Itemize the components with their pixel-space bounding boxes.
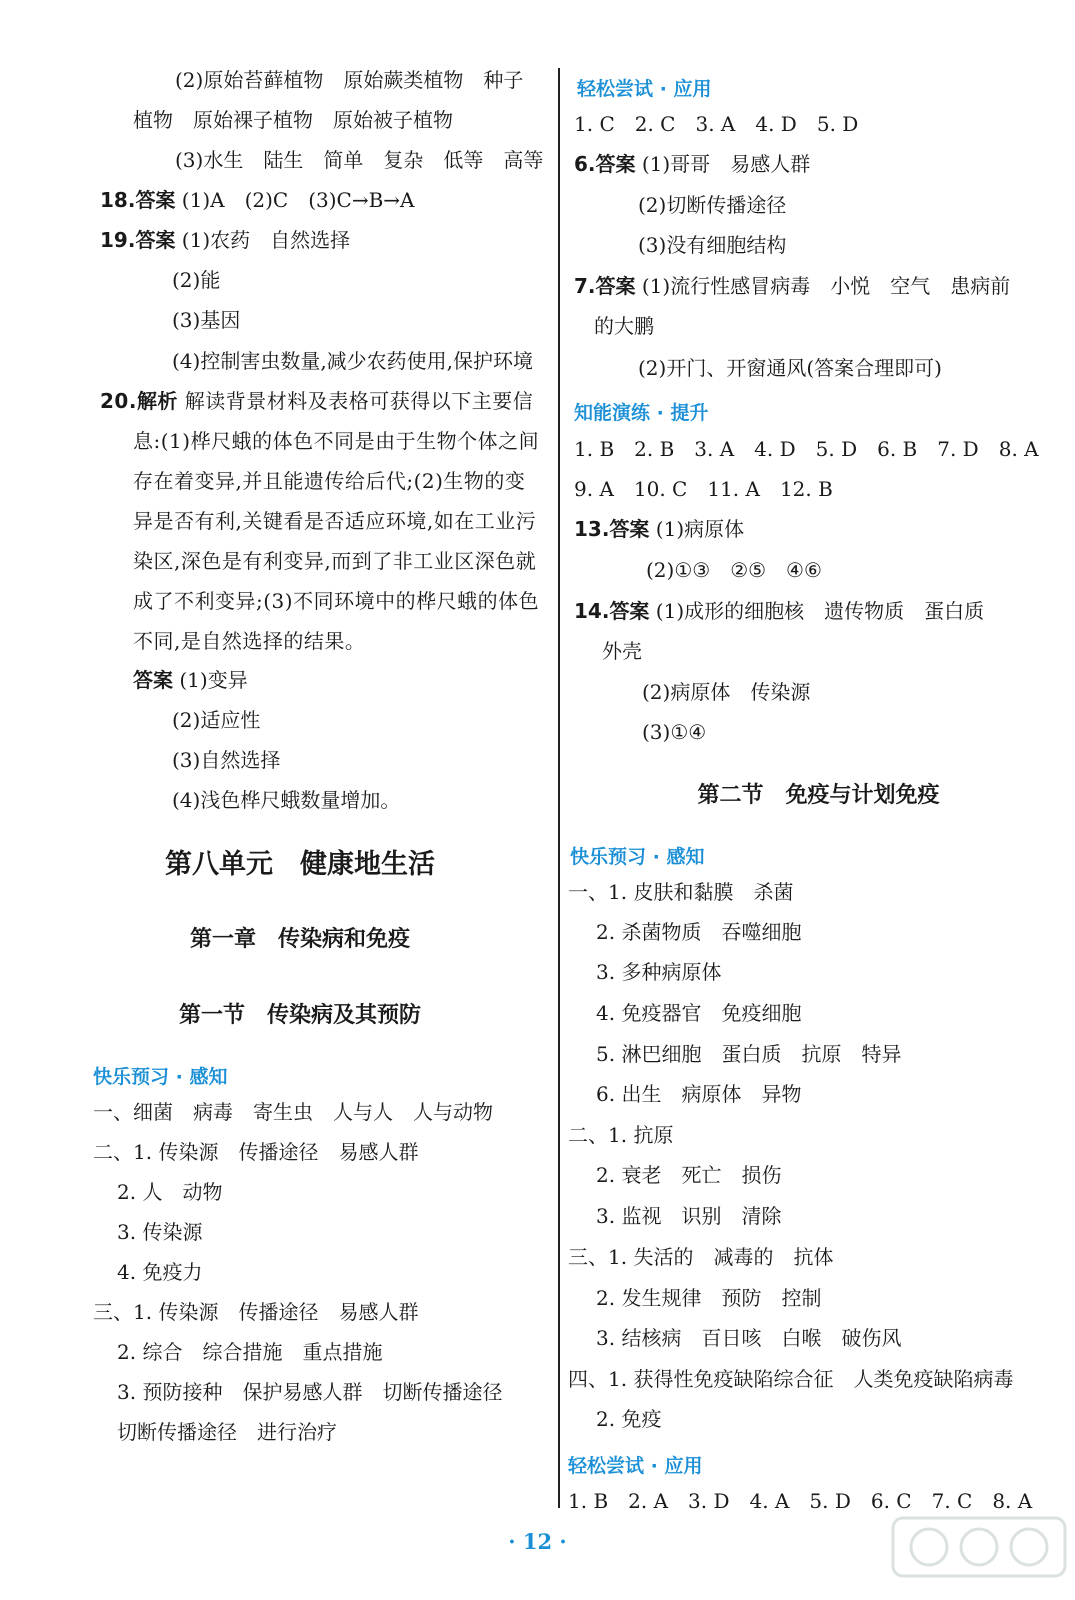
- text-line: (2)病原体 传染源: [642, 680, 811, 704]
- text-line: 1. B 2. B 3. A 4. D 5. D 6. B 7. D 8. A: [574, 437, 1039, 461]
- text-line: (3)①④: [642, 720, 707, 744]
- section-title: 第一节 传染病及其预防: [178, 1003, 421, 1028]
- answer-tag: 答案: [609, 599, 650, 623]
- analysis-line: 成了不利变异;(3)不同环境中的桦尺蛾的体色: [133, 589, 540, 613]
- text-line: (2)开门、开窗通风(答案合理即可): [638, 356, 942, 380]
- answer-text: (1)流行性感冒病毒 小悦 空气 患病前: [641, 274, 1011, 298]
- text-line: 三、1. 失活的 减毒的 抗体: [568, 1245, 834, 1269]
- question-number: 19.: [100, 228, 136, 252]
- answer-text: (1)农药 自然选择: [181, 228, 351, 252]
- text-line: (4)浅色桦尺蛾数量增加。: [172, 788, 401, 812]
- answer-text: (1)哥哥 易感人群: [641, 152, 811, 176]
- text-line: 2. 发生规律 预防 控制: [596, 1286, 822, 1310]
- question-19: [100, 226, 350, 254]
- text-line: 2. 人 动物: [117, 1180, 223, 1204]
- question-number: 13.: [574, 517, 610, 541]
- text-line: 3. 监视 识别 清除: [596, 1204, 782, 1228]
- text-line: 6. 出生 病原体 异物: [596, 1082, 802, 1106]
- answer-20: [133, 666, 248, 694]
- analysis-line: 不同,是自然选择的结果。: [133, 629, 366, 653]
- text-line: (4)控制害虫数量,减少农药使用,保护环境: [172, 349, 534, 373]
- answer-tag: 答案: [609, 517, 650, 541]
- watermark-logo-icon: [889, 1512, 1069, 1582]
- section-label-preview: 快乐预习 · 感知: [570, 846, 705, 868]
- analysis-line: 异是否有利,关键看是否适应环境,如在工业污: [133, 509, 537, 533]
- question-number: 7.: [574, 274, 596, 298]
- analysis-line: 息:(1)桦尺蛾的体色不同是由于生物个体之间: [133, 429, 540, 453]
- unit-title: 第八单元 健康地生活: [165, 849, 435, 880]
- text-line: 一、细菌 病毒 寄生虫 人与人 人与动物: [93, 1100, 493, 1124]
- question-6: [574, 150, 810, 178]
- answer-tag: 答案: [595, 152, 636, 176]
- section-label-try: 轻松尝试 · 应用: [577, 78, 712, 100]
- text-line: (2)切断传播途径: [638, 193, 787, 217]
- text-line: 2. 衰老 死亡 损伤: [596, 1163, 782, 1187]
- question-number: 14.: [574, 599, 610, 623]
- text-line: 3. 传染源: [117, 1220, 203, 1244]
- analysis-tag: 解析: [136, 389, 178, 413]
- analysis-text: 解读背景材料及表格可获得以下主要信: [184, 389, 534, 413]
- text-line: 一、1. 皮肤和黏膜 杀菌: [568, 880, 794, 904]
- text-line: 3. 结核病 百日咳 白喉 破伤风: [596, 1326, 902, 1350]
- text-line: (2)原始苔藓植物 原始蕨类植物 种子: [175, 68, 524, 92]
- chapter-title: 第一章 传染病和免疫: [189, 927, 410, 952]
- section-label-improve: 知能演练 · 提升: [574, 402, 709, 424]
- text-line: 4. 免疫力: [117, 1260, 203, 1284]
- text-line: (2)①③ ②⑤ ④⑥: [646, 558, 822, 582]
- answer-text: (1)成形的细胞核 遗传物质 蛋白质: [655, 599, 985, 623]
- text-line: 5. 淋巴细胞 蛋白质 抗原 特异: [596, 1042, 902, 1066]
- text-line: 二、1. 抗原: [568, 1123, 674, 1147]
- answer-tag: 答案: [135, 228, 176, 252]
- text-line: 的大鹏: [594, 314, 654, 338]
- section-label-try: 轻松尝试 · 应用: [568, 1455, 703, 1477]
- text-line: 切断传播途径 进行治疗: [117, 1420, 337, 1444]
- question-number: 18.: [100, 188, 136, 212]
- text-line: 植物 原始裸子植物 原始被子植物: [133, 108, 453, 132]
- answer-text: (1)变异: [179, 668, 248, 692]
- text-line: (2)能: [172, 268, 221, 292]
- analysis-line: 存在着变异,并且能遗传给后代;(2)生物的变: [133, 469, 526, 493]
- text-line: 3. 预防接种 保护易感人群 切断传播途径: [117, 1380, 503, 1404]
- text-line: 1. B 2. A 3. D 4. A 5. D 6. C 7. C 8. A: [568, 1489, 1033, 1513]
- text-line: (3)水生 陆生 简单 复杂 低等 高等: [175, 148, 544, 172]
- answer-text: (1)病原体: [655, 517, 745, 541]
- text-line: 4. 免疫器官 免疫细胞: [596, 1001, 802, 1025]
- text-line: 四、1. 获得性免疫缺陷综合征 人类免疫缺陷病毒: [568, 1367, 1014, 1391]
- text-line: 9. A 10. C 11. A 12. B: [574, 477, 833, 501]
- question-7: [574, 272, 1010, 300]
- text-line: (3)自然选择: [172, 748, 281, 772]
- section-title: 第二节 免疫与计划免疫: [697, 783, 940, 808]
- text-line: (3)没有细胞结构: [638, 233, 787, 257]
- text-line: (3)基因: [172, 308, 241, 332]
- text-line: 三、1. 传染源 传播途径 易感人群: [93, 1300, 419, 1324]
- question-number: 6.: [574, 152, 596, 176]
- text-line: 2. 杀菌物质 吞噬细胞: [596, 920, 802, 944]
- section-label-preview: 快乐预习 · 感知: [93, 1066, 228, 1088]
- answer-tag: 答案: [135, 188, 176, 212]
- answer-tag: 答案: [133, 668, 173, 692]
- text-line: 2. 免疫: [596, 1407, 662, 1431]
- question-20: [100, 387, 533, 415]
- column-divider: [558, 68, 560, 1508]
- text-line: 3. 多种病原体: [596, 960, 722, 984]
- answer-text: (1)A (2)C (3)C→B→A: [181, 188, 415, 212]
- answer-tag: 答案: [595, 274, 636, 298]
- text-line: (2)适应性: [172, 708, 261, 732]
- question-number: 20.: [100, 389, 137, 413]
- text-line: 二、1. 传染源 传播途径 易感人群: [93, 1140, 419, 1164]
- question-13: [574, 515, 744, 543]
- page-number: · 12 ·: [508, 1529, 567, 1554]
- text-line: 2. 综合 综合措施 重点措施: [117, 1340, 383, 1364]
- text-line: 1. C 2. C 3. A 4. D 5. D: [574, 112, 859, 136]
- question-14: [574, 597, 984, 625]
- text-line: 外壳: [602, 639, 642, 663]
- question-18: [100, 186, 415, 214]
- analysis-line: 染区,深色是有利变异,而到了非工业区深色就: [133, 549, 537, 573]
